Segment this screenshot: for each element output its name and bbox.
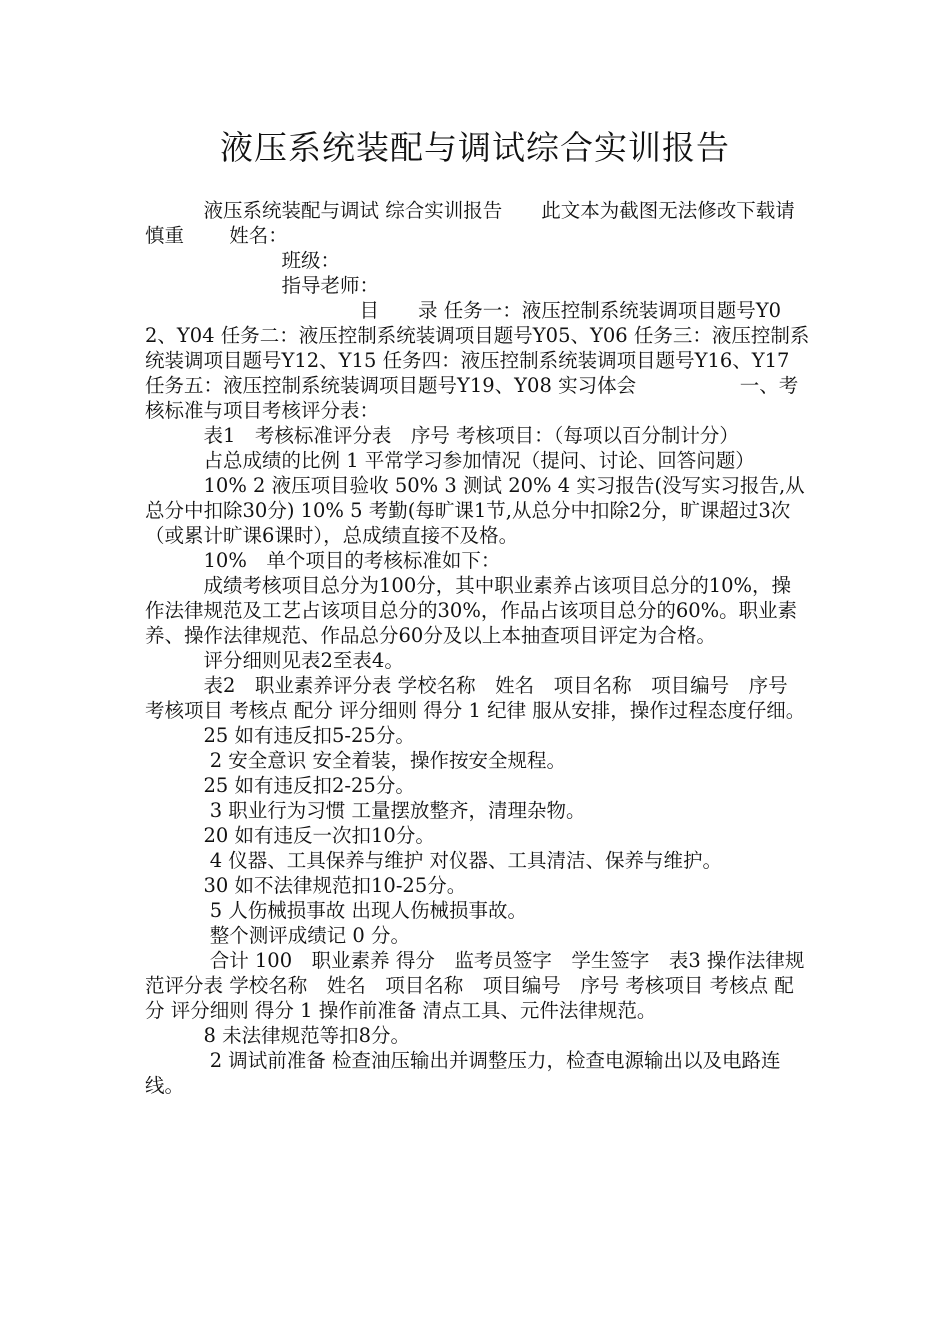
paragraph: 指导老师： [145, 274, 380, 297]
paragraph: 4 仪器、工具保养与维护 对仪器、工具清洁、保养与维护。 [145, 849, 723, 872]
paragraph: 5 人伤械损事故 出现人伤械损事故。 [145, 899, 528, 922]
paragraph: 25 如有违反扣2-25分。 [145, 774, 415, 797]
paragraph: 目 录 任务一：液压控制系统装调项目题号Y02、Y04 任务二：液压控制系统装调项目题号Y05、Y06 任务三：液压控制系统装调项目题号Y12、Y15 任务四：液压控制系统装调项目题号Y16、Y17 任务五：液压控制系统装调项目题号Y19、Y08 实习体会 一、考核标准与项目考核评分表： [145, 299, 810, 422]
paragraph: 成绩考核项目总分为100分，其中职业素养占该项目总分的10%，操作法律规范及工艺占该项目总分的30%，作品占该项目总分的60%。职业素养、操作法律规范、作品总分60分及以上本抽查项目评定为合格。 [145, 574, 798, 647]
paragraph: 2 调试前准备 检查油压输出并调整压力，检查电源输出以及电路连线。 [145, 1049, 781, 1097]
paragraph: 表2 职业素养评分表 学校名称 姓名 项目名称 项目编号 序号 考核项目 考核点 配分 评分细则 得分 1 纪律 服从安排，操作过程态度仔细。 [145, 674, 806, 722]
paragraph: 8 未法律规范等扣8分。 [145, 1024, 411, 1047]
paragraph: 评分细则见表2至表4。 [145, 649, 404, 672]
paragraph: 表1 考核标准评分表 序号 考核项目：（每项以百分制计分） [145, 424, 739, 447]
paragraph: 整个测评成绩记 0 分。 [145, 924, 411, 947]
paragraph: 占总成绩的比例 1 平常学习参加情况（提问、讨论、回答问题） [145, 449, 755, 472]
paragraph: 2 安全意识 安全着装，操作按安全规程。 [145, 749, 567, 772]
paragraph: 30 如不法律规范扣10-25分。 [145, 874, 467, 897]
paragraph: 10% 单个项目的考核标准如下： [145, 549, 501, 572]
paragraph: 25 如有违反扣5-25分。 [145, 724, 415, 747]
paragraph: 班级： [145, 249, 341, 272]
paragraph: 10% 2 液压项目验收 50% 3 测试 20% 4 实习报告(没写实习报告,从总分中扣除30分) 10% 5 考勤(每旷课1节,从总分中扣除2分，旷课超过3次（或累计旷课6课时），总成绩直接不及格。 [145, 474, 805, 547]
paragraph: 合计 100 职业素养 得分 监考员签字 学生签字 表3 操作法律规范评分表 学校名称 姓名 项目名称 项目编号 序号 考核项目 考核点 配分 评分细则 得分 1 操作前准备 清点工具、元件法律规范。 [145, 949, 805, 1022]
document-title: 液压系统装配与调试综合实训报告 [220, 128, 730, 167]
paragraph: 20 如有违反一次扣10分。 [145, 824, 435, 847]
paragraph: 3 职业行为习惯 工量摆放整齐，清理杂物。 [145, 799, 586, 822]
document-body [145, 198, 810, 1098]
paragraph: 液压系统装配与调试 综合实训报告 此文本为截图无法修改下载请慎重 姓名： [145, 199, 795, 247]
